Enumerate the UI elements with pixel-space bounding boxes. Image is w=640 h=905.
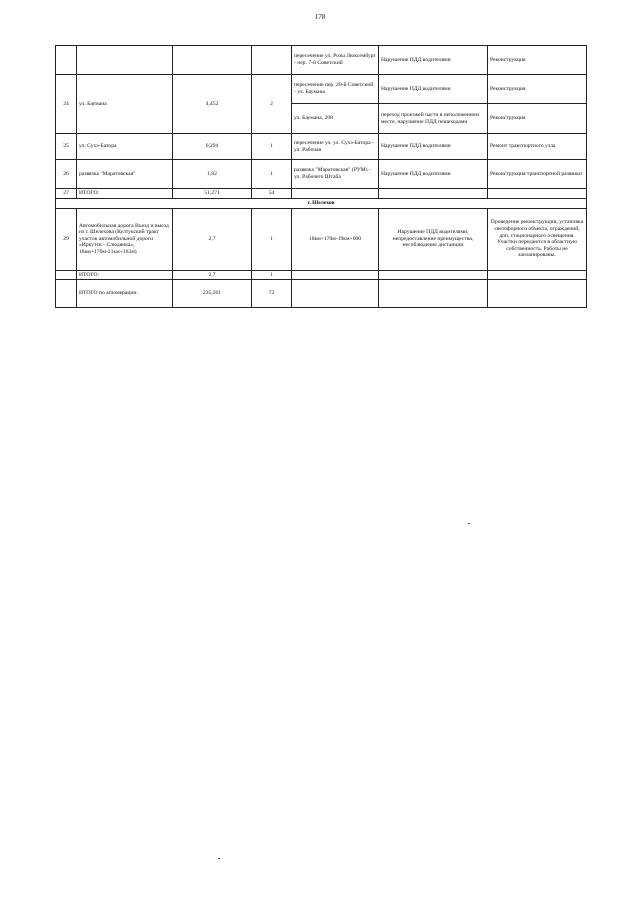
cell-measure: Ремонт транспортного узла — [488, 134, 587, 160]
cell-measure: Реконструкция — [488, 46, 587, 75]
cell-length — [173, 46, 252, 75]
table-row — [56, 280, 587, 308]
cell-place: ул. Баумана, 208 — [292, 104, 379, 134]
cell-length: 2,7 — [173, 270, 252, 280]
cell-num — [56, 280, 77, 308]
cell-violation: Нарушение ПДД водителями — [379, 160, 488, 189]
accident-sites-table — [55, 45, 587, 308]
cell-length: 4,452 — [173, 75, 252, 134]
cell-violation — [379, 189, 488, 199]
table-row — [56, 270, 587, 280]
cell-name: ИТОГО по агломерации: — [77, 280, 173, 308]
page-number: 178 — [314, 13, 326, 21]
cell-count: 54 — [252, 189, 292, 199]
cell-name: развязка "Маратовская" — [77, 160, 173, 189]
cell-name: ул. Баумана — [77, 75, 173, 134]
cell-violation — [379, 280, 488, 308]
table-row — [56, 46, 587, 75]
cell-name: ул. Сухэ-Батора — [77, 134, 173, 160]
cell-length: 0,294 — [173, 134, 252, 160]
table-row — [56, 189, 587, 199]
cell-violation: Нарушение ПДД водителями — [379, 75, 488, 104]
cell-measure: Проведение реконструкции, установка светофорного объекта, ограждений, доп. стационарного освещения. Участки передаются в областную собственность. Работы не запланированы. — [488, 208, 587, 270]
table-row — [56, 75, 587, 104]
cell-count: 2 — [252, 75, 292, 134]
scan-speck — [218, 858, 220, 859]
cell-measure: Реконструкция — [488, 75, 587, 104]
cell-place: пересечение ул. ул. Сухэ-Батора - ул. Рабочая — [292, 134, 379, 160]
cell-length: 2,7 — [173, 208, 252, 270]
cell-num: 26 — [56, 160, 77, 189]
cell-count: 1 — [252, 160, 292, 189]
cell-num — [56, 46, 77, 75]
cell-place: развязка "Маратовская" (РУМ) - ул. Рабочего Штаба — [292, 160, 379, 189]
scan-speck — [468, 523, 470, 524]
cell-num: 29 — [56, 208, 77, 270]
cell-count — [252, 46, 292, 75]
cell-length: 235,201 — [173, 280, 252, 308]
cell-length: 51,271 — [173, 189, 252, 199]
cell-count: 1 — [252, 270, 292, 280]
cell-length: 1,82 — [173, 160, 252, 189]
cell-name — [77, 46, 173, 75]
cell-place: пересечение пер. 20-й Советский - ул. Баумана — [292, 75, 379, 104]
table-row — [56, 134, 587, 160]
section-title: г. Шелехов — [56, 199, 587, 209]
cell-place: 18км+170м-19км+000 — [292, 208, 379, 270]
cell-count: 1 — [252, 208, 292, 270]
cell-measure — [488, 189, 587, 199]
cell-violation: Нарушение ПДД водителями — [379, 134, 488, 160]
cell-place — [292, 189, 379, 199]
cell-violation: Нарушение ПДД водителями, непредоставление преимущества, несоблюдение дистанции — [379, 208, 488, 270]
cell-place — [292, 280, 379, 308]
cell-name: ИТОГО: — [77, 189, 173, 199]
cell-count: 1 — [252, 134, 292, 160]
cell-name: Автомобильная дорога Въезд и выезд из г. Шелехова (Култукский тракт участок автомобильной дороги «Иркутск - Слюдянка», 18км+170м-21км+163м) — [77, 208, 173, 270]
cell-place — [292, 270, 379, 280]
cell-name: ИТОГО: — [77, 270, 173, 280]
cell-violation: переход проезжей части в неположенном месте, нарушение ПДД пешеходами — [379, 104, 488, 134]
cell-violation: Нарушение ПДД водителями — [379, 46, 488, 75]
cell-place: пересечение ул. Розы Люксембург - пер. 7-й Советский — [292, 46, 379, 75]
table-row — [56, 208, 587, 270]
cell-violation — [379, 270, 488, 280]
cell-count: 72 — [252, 280, 292, 308]
cell-measure: Реконструкция транспортной развязки — [488, 160, 587, 189]
cell-num — [56, 270, 77, 280]
cell-measure — [488, 270, 587, 280]
cell-num: 25 — [56, 134, 77, 160]
cell-measure: Реконструкция — [488, 104, 587, 134]
cell-measure — [488, 280, 587, 308]
section-row — [56, 199, 587, 209]
cell-num: 27 — [56, 189, 77, 199]
cell-num: 24 — [56, 75, 77, 134]
table-row — [56, 160, 587, 189]
